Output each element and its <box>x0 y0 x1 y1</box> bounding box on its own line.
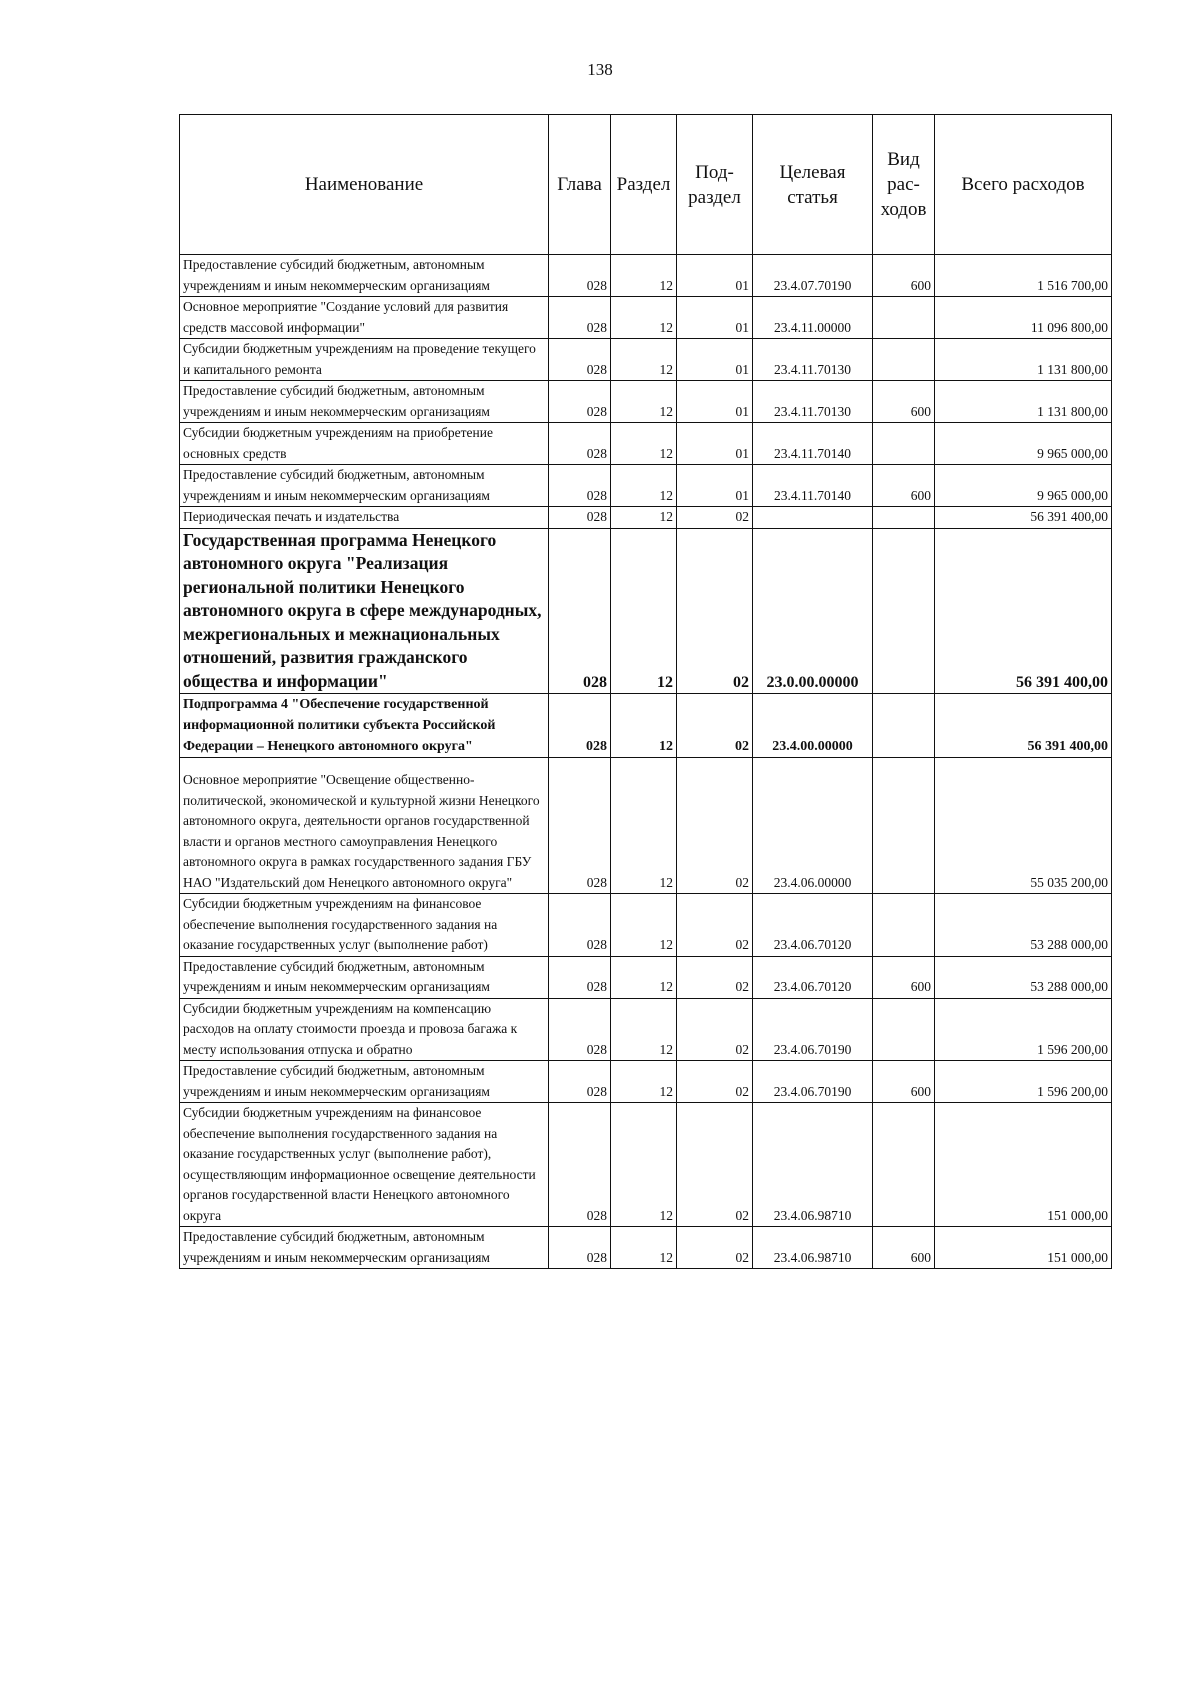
cell-podrazdel: 01 <box>677 465 753 507</box>
cell-target: 23.4.06.70190 <box>753 1061 873 1103</box>
cell-target: 23.4.06.98710 <box>753 1103 873 1227</box>
cell-name: Основное мероприятие "Освещение общественно-политической, экономической и культурной жизни Ненецкого автономного округа, деятельности органов государственной власти и органов местного самоуправления Ненецкого автономного округа в рамках государственного задания ГБУ НАО "Издательский дом Ненецкого автономного округа" <box>180 758 549 894</box>
cell-name: Предоставление субсидий бюджетным, автономным учреждениям и иным некоммерческим организациям <box>180 1227 549 1269</box>
cell-total: 1 596 200,00 <box>935 1061 1112 1103</box>
header-glava: Глава <box>549 115 611 255</box>
table-row <box>180 998 1112 1061</box>
cell-name: Предоставление субсидий бюджетным, автономным учреждениям и иным некоммерческим организациям <box>180 381 549 423</box>
cell-glava: 028 <box>549 1227 611 1269</box>
table-header-row <box>180 115 1112 255</box>
cell-target: 23.4.06.70190 <box>753 998 873 1061</box>
cell-vid <box>873 507 935 529</box>
table-row <box>180 507 1112 529</box>
cell-vid <box>873 998 935 1061</box>
cell-razdel: 12 <box>611 1103 677 1227</box>
cell-name: Субсидии бюджетным учреждениям на проведение текущего и капитального ремонта <box>180 339 549 381</box>
table-row <box>180 1227 1112 1269</box>
cell-target: 23.4.11.70130 <box>753 339 873 381</box>
cell-vid: 600 <box>873 255 935 297</box>
cell-target: 23.4.06.70120 <box>753 956 873 998</box>
cell-podrazdel: 02 <box>677 1061 753 1103</box>
cell-vid: 600 <box>873 381 935 423</box>
cell-total: 56 391 400,00 <box>935 507 1112 529</box>
cell-razdel: 12 <box>611 339 677 381</box>
table-row <box>180 758 1112 894</box>
cell-name: Периодическая печать и издательства <box>180 507 549 529</box>
cell-podrazdel: 02 <box>677 507 753 529</box>
cell-name: Субсидии бюджетным учреждениям на приобретение основных средств <box>180 423 549 465</box>
cell-glava: 028 <box>549 694 611 758</box>
header-target: Целевая статья <box>753 115 873 255</box>
cell-podrazdel: 02 <box>677 956 753 998</box>
cell-total: 56 391 400,00 <box>935 528 1112 694</box>
cell-target: 23.4.11.70140 <box>753 465 873 507</box>
cell-razdel: 12 <box>611 297 677 339</box>
cell-vid: 600 <box>873 465 935 507</box>
cell-glava: 028 <box>549 381 611 423</box>
cell-total: 1 131 800,00 <box>935 381 1112 423</box>
cell-target: 23.4.11.70140 <box>753 423 873 465</box>
page-number: 138 <box>587 60 613 79</box>
cell-target: 23.4.06.70120 <box>753 894 873 957</box>
cell-glava: 028 <box>549 507 611 529</box>
cell-razdel: 12 <box>611 381 677 423</box>
cell-total: 11 096 800,00 <box>935 297 1112 339</box>
cell-total: 56 391 400,00 <box>935 694 1112 758</box>
table-row <box>180 956 1112 998</box>
cell-total: 9 965 000,00 <box>935 465 1112 507</box>
cell-vid <box>873 297 935 339</box>
cell-name: Предоставление субсидий бюджетным, автономным учреждениям и иным некоммерческим организациям <box>180 465 549 507</box>
cell-total: 151 000,00 <box>935 1103 1112 1227</box>
cell-podrazdel: 01 <box>677 297 753 339</box>
cell-total: 1 596 200,00 <box>935 998 1112 1061</box>
cell-name: Основное мероприятие "Создание условий для развития средств массовой информации" <box>180 297 549 339</box>
table-row <box>180 381 1112 423</box>
table-row <box>180 1103 1112 1227</box>
cell-total: 1 131 800,00 <box>935 339 1112 381</box>
header-total: Всего расходов <box>935 115 1112 255</box>
cell-vid <box>873 894 935 957</box>
cell-name: Государственная программа Ненецкого автономного округа "Реализация региональной политики Ненецкого автономного округа в сфере международных, межрегиональных и межнациональных отношений, развития гражданского общества и информации" <box>180 528 549 694</box>
cell-razdel: 12 <box>611 255 677 297</box>
cell-total: 53 288 000,00 <box>935 956 1112 998</box>
cell-glava: 028 <box>549 758 611 894</box>
cell-razdel: 12 <box>611 1227 677 1269</box>
header-name: Наименование <box>180 115 549 255</box>
cell-razdel: 12 <box>611 507 677 529</box>
cell-podrazdel: 02 <box>677 998 753 1061</box>
cell-glava: 028 <box>549 894 611 957</box>
cell-podrazdel: 01 <box>677 255 753 297</box>
cell-podrazdel: 02 <box>677 528 753 694</box>
header-vid: Вид рас- ходов <box>873 115 935 255</box>
cell-vid: 600 <box>873 1227 935 1269</box>
cell-glava: 028 <box>549 1061 611 1103</box>
cell-glava: 028 <box>549 255 611 297</box>
cell-glava: 028 <box>549 998 611 1061</box>
table-row <box>180 297 1112 339</box>
table-row <box>180 528 1112 694</box>
cell-name: Субсидии бюджетным учреждениям на финансовое обеспечение выполнения государственного задания на оказание государственных услуг (выполнение работ) <box>180 894 549 957</box>
cell-podrazdel: 02 <box>677 758 753 894</box>
cell-vid <box>873 528 935 694</box>
cell-total: 1 516 700,00 <box>935 255 1112 297</box>
cell-podrazdel: 02 <box>677 1227 753 1269</box>
cell-razdel: 12 <box>611 423 677 465</box>
cell-glava: 028 <box>549 339 611 381</box>
cell-razdel: 12 <box>611 465 677 507</box>
cell-target <box>753 507 873 529</box>
cell-glava: 028 <box>549 528 611 694</box>
cell-razdel: 12 <box>611 956 677 998</box>
cell-podrazdel: 02 <box>677 694 753 758</box>
cell-razdel: 12 <box>611 694 677 758</box>
table-row <box>180 694 1112 758</box>
cell-podrazdel: 01 <box>677 381 753 423</box>
budget-table <box>179 114 1112 1269</box>
cell-razdel: 12 <box>611 1061 677 1103</box>
header-razdel: Раздел <box>611 115 677 255</box>
cell-total: 9 965 000,00 <box>935 423 1112 465</box>
cell-podrazdel: 01 <box>677 423 753 465</box>
cell-glava: 028 <box>549 956 611 998</box>
cell-target: 23.4.07.70190 <box>753 255 873 297</box>
cell-name: Подпрограмма 4 "Обеспечение государственной информационной политики субъекта Российской Федерации – Ненецкого автономного округа" <box>180 694 549 758</box>
cell-razdel: 12 <box>611 528 677 694</box>
cell-razdel: 12 <box>611 998 677 1061</box>
cell-name: Субсидии бюджетным учреждениям на финансовое обеспечение выполнения государственного задания на оказание государственных услуг (выполнение работ), осуществляющим информационное освещение деятельности органов государственной власти Ненецкого автономного округа <box>180 1103 549 1227</box>
cell-target: 23.0.00.00000 <box>753 528 873 694</box>
cell-glava: 028 <box>549 465 611 507</box>
cell-name: Предоставление субсидий бюджетным, автономным учреждениям и иным некоммерческим организациям <box>180 1061 549 1103</box>
cell-glava: 028 <box>549 423 611 465</box>
cell-name: Субсидии бюджетным учреждениям на компенсацию расходов на оплату стоимости проезда и провоза багажа к месту использования отпуска и обратно <box>180 998 549 1061</box>
cell-podrazdel: 02 <box>677 894 753 957</box>
cell-vid <box>873 1103 935 1227</box>
cell-razdel: 12 <box>611 894 677 957</box>
table-row <box>180 1061 1112 1103</box>
cell-total: 151 000,00 <box>935 1227 1112 1269</box>
cell-total: 53 288 000,00 <box>935 894 1112 957</box>
cell-vid: 600 <box>873 1061 935 1103</box>
table-row <box>180 423 1112 465</box>
cell-vid: 600 <box>873 956 935 998</box>
header-podrazdel: Под- раздел <box>677 115 753 255</box>
cell-vid <box>873 423 935 465</box>
table-row <box>180 339 1112 381</box>
cell-podrazdel: 02 <box>677 1103 753 1227</box>
cell-podrazdel: 01 <box>677 339 753 381</box>
cell-vid <box>873 758 935 894</box>
cell-name: Предоставление субсидий бюджетным, автономным учреждениям и иным некоммерческим организациям <box>180 255 549 297</box>
cell-razdel: 12 <box>611 758 677 894</box>
table-row <box>180 255 1112 297</box>
cell-total: 55 035 200,00 <box>935 758 1112 894</box>
cell-vid <box>873 694 935 758</box>
cell-name: Предоставление субсидий бюджетным, автономным учреждениям и иным некоммерческим организациям <box>180 956 549 998</box>
table-row <box>180 465 1112 507</box>
cell-target: 23.4.11.70130 <box>753 381 873 423</box>
cell-target: 23.4.06.00000 <box>753 758 873 894</box>
cell-target: 23.4.11.00000 <box>753 297 873 339</box>
cell-glava: 028 <box>549 297 611 339</box>
cell-vid <box>873 339 935 381</box>
cell-target: 23.4.00.00000 <box>753 694 873 758</box>
cell-target: 23.4.06.98710 <box>753 1227 873 1269</box>
table-row <box>180 894 1112 957</box>
cell-glava: 028 <box>549 1103 611 1227</box>
